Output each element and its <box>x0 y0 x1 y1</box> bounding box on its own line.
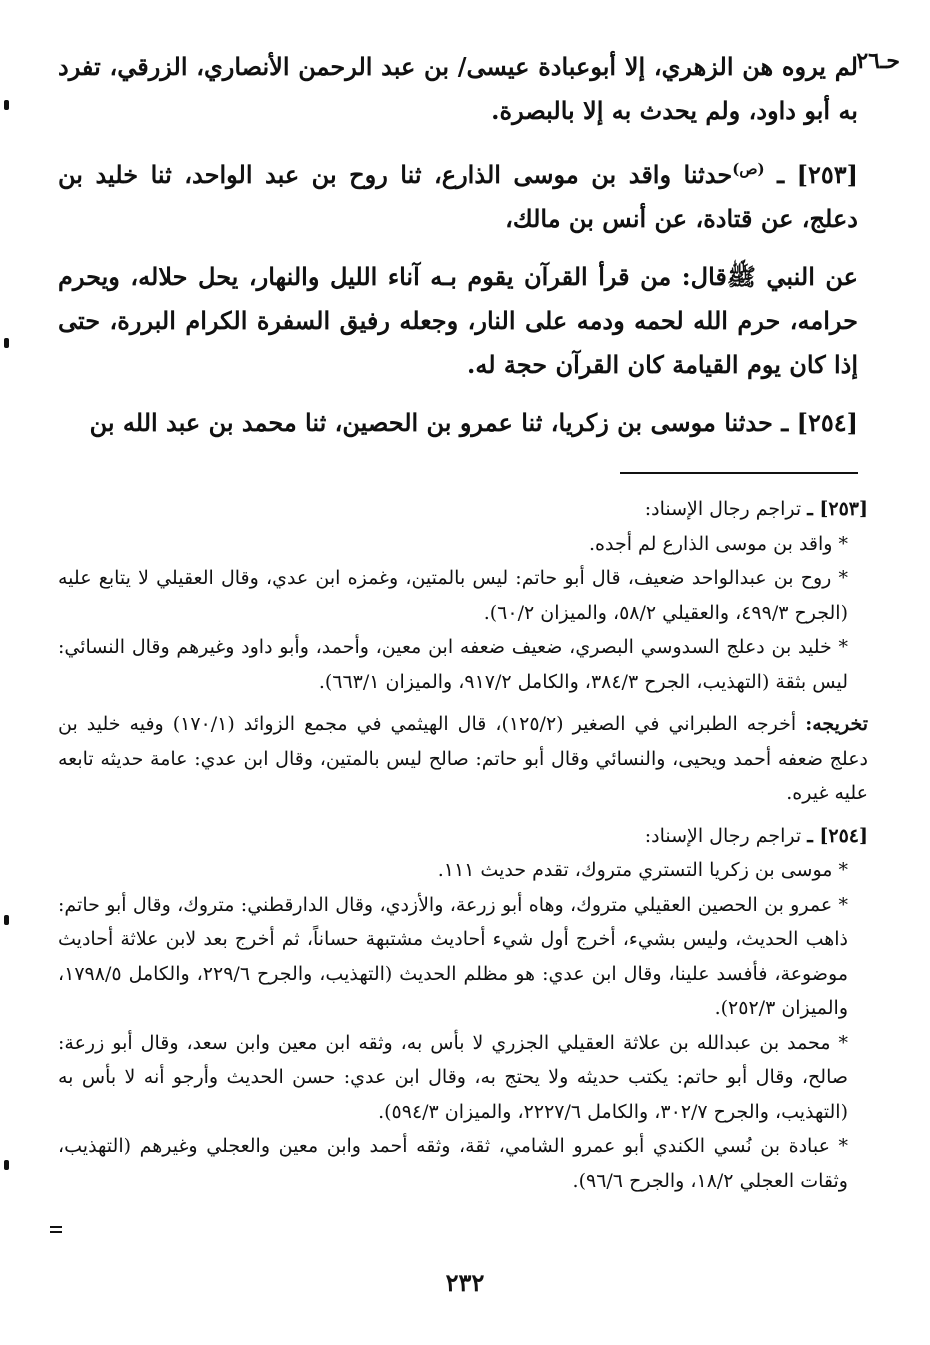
main-text <box>58 45 858 453</box>
hadith-isnad: حدثنا موسى بن زكريا، ثنا عمرو بن الحصين، ثنا محمد بن عبد الله بن <box>89 408 773 437</box>
narrator-note: * عبادة بن نُسي الكندي أبو عمرو الشامي، ثقة، وثقه أحمد وابن معين والعجلي وغيرهم (التهذيب، وثقات العجلي ١٨/٢، والجرح ٩٦/٦). <box>58 1135 848 1192</box>
takhrij-label: تخريجه: <box>805 713 868 735</box>
page-number: ٢٣٢ <box>445 1268 485 1297</box>
hadith-254 <box>58 401 858 445</box>
margin-mark <box>4 915 9 925</box>
margin-mark <box>4 1160 9 1170</box>
takhrij-note <box>58 707 868 811</box>
note-heading-text: تراجم رجال الإسناد: <box>644 498 802 520</box>
narrator-note: * عمرو بن الحصين العقيلي متروك، وهاه أبو زرعة، والأزدي، وقال الدارقطني: متروك، وقال أبو حاتم: ذاهب الحديث، وليس بشيء، أخرج أول شيء أحاديث مشتبهة حساناً، ثم أخرج بعد لابن علاثة أحاديث موضوعة، فأفسد علينا، وقال ابن عدي: هو مظلم الحديث (التهذيب، والجرح ٢٢٩/٦، والكامل ١٧٩٨/٥، والميزان ٢٥٢/٣). <box>58 893 848 1019</box>
narrator-note: * موسى بن زكريا التستري متروك، تقدم حديث ١١١. <box>437 859 848 881</box>
manuscript-folio-note: حـ٢٦ <box>856 48 900 74</box>
hadith-number: [٢٥٤] ـ <box>781 408 858 437</box>
narrator-note: * محمد بن عبدالله بن علاثة العقيلي الجزري لا بأس به، وثقه ابن معين وابن سعد، وقال أبو زرعة: صالح، وقال أبو حاتم: يكتب حديثه ولا يحتج به، وقال ابن عدي: حسن الحديث وأرجو أنه لا بأس به (التهذيب، والجرح ٣٠٢/٧، والكامل ٢٢٢٧/٦، والميزان ٥٩٤/٣). <box>58 1031 848 1123</box>
narrator-note: * خليد بن دعلج السدوسي البصري، ضعيف ضعفه ابن معين، وأحمد، وأبو داود وغيرهم وقال النسائي: ليس بثقة (التهذيب، الجرح ٣٨٤/٣، والكامل ٩١٧/٢، والميزان ٦٦٣/١). <box>58 636 848 693</box>
note-number: [٢٥٤] ـ <box>807 824 868 847</box>
notes-heading-253 <box>58 492 868 527</box>
double-dash-mark <box>50 1226 62 1228</box>
hadith-number: [٢٥٣] ـ <box>777 160 858 189</box>
note-number: [٢٥٣] ـ <box>807 498 868 520</box>
hadith-253 <box>58 147 858 241</box>
narrator-note: * روح بن عبدالواحد ضعيف، قال أبو حاتم: ليس بالمتين، وغمزه ابن عدي، وقال العقيلي لا يتابع عليه (الجرح ٤٩٩/٣، والعقيلي ٥٨/٢، والميزان ٦٠/٢). <box>58 567 848 624</box>
paragraph-continuation: لم يروه هن الزهري، إلا أبوعبادة عيسى/ بن عبد الرحمن الأنصاري، الزرقي، تفرد به أبو داود، ولم يحدث به إلا بالبصرة. <box>58 52 858 125</box>
notes-heading-254 <box>58 819 868 854</box>
footnotes <box>58 492 868 1198</box>
margin-mark <box>4 338 9 348</box>
takhrij-text: أخرجه الطبراني في الصغير (١٢٥/٢)، قال الهيثمي في مجمع الزوائد (١٧٠/١) وفيه خليد بن دعلج ضعفه أحمد ويحيى، والنسائي وقال أبو حاتم: صالح ليس بالمتين، وقال ابن عدي: عامة حديثه تابعه عليه غيره. <box>58 713 868 804</box>
note-heading-text: تراجم رجال الإسناد: <box>644 824 802 847</box>
hadith-matn: عن النبي ﷺقال: من قرأ القرآن يقوم بـه آناء الليل والنهار، يحل حلاله، ويحرم حرامه، حرم الله لحمه ودمه على النار، وجعله رفيق السفرة الكرام البررة، حتى إذا كان يوم القيامة كان القرآن حجة له. <box>58 262 858 379</box>
margin-mark <box>4 100 9 110</box>
narrator-note: * واقد بن موسى الذارع لم أجده. <box>588 532 848 555</box>
hadith-isnad: حدثنا واقد بن موسى الذارع، ثنا روح بن عبد الواحد، ثنا خليد بن دعلج، عن قتادة، عن أنس بن مالك، <box>58 160 858 233</box>
manuscript-ref: (ص) <box>732 160 765 178</box>
footnote-rule <box>620 472 858 474</box>
